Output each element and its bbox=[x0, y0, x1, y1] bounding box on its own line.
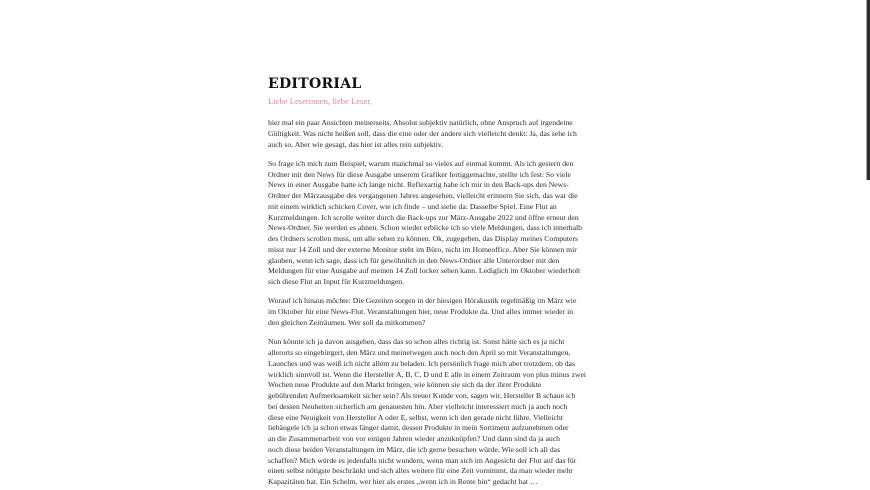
text-line: Gültigkeit. Was nicht heißen soll, dass die eine oder der andere sich vielleicht denkt: Ja, das sehe ich bbox=[268, 128, 577, 138]
text-line: wirklich sinnvoll ist. Wenn die Hersteller A, B, C, D und E alle in einem Zeitraum von plus minus zwei bbox=[268, 369, 587, 379]
text-line: im Oktober für eine News-Flut. Veranstaltungen hier, neue Produkte da. Und alles immer wieder in bbox=[268, 307, 574, 317]
text-line: auch so. Aber wie gesagt, das hier ist alles rein subjektiv. bbox=[268, 139, 444, 149]
text-line: Meldungen für eine Ausgabe auf meinen 14 Zoll locker sehen kann. Lediglich im Oktober wiederholt bbox=[268, 266, 581, 276]
text-line: schaffen? Mich würde es jedenfalls nicht wundern, wenn man sich im Angesicht der Flut auf das für bbox=[268, 455, 577, 465]
text-line: News in einer Ausgabe hatte ich lange nicht. Reflexartig habe ich mir in den Back-ups den News- bbox=[268, 180, 569, 190]
text-line: Ordner der Märzausgabe des vergangenen Jahres angesehen, vielleicht erinnern Sie sich, das war die bbox=[268, 191, 578, 201]
text-line: misst nur 14 Zoll und der externe Monitor steht im Büro, nicht im Homeoffice. Aber Sie können mir bbox=[268, 244, 577, 254]
text-line: Ordner mit den News für diese Ausgabe unserem Grafiker fertiggemachte, stellte ich fest: So viele bbox=[268, 169, 571, 179]
article-body bbox=[268, 118, 608, 488]
text-line: Kapazitäten hat. Ein Schelm, wer hier als erstes „wenn ich in Rente bin“ gedacht hat … bbox=[268, 477, 538, 487]
greeting: Liebe Leserinnen, liebe Leser, bbox=[268, 96, 372, 106]
scrollbar-thumb[interactable] bbox=[866, 0, 870, 180]
text-line: Launches und was weiß ich nicht allem zu beladen. Ich persönlich frage mich aber trotzdem, ob das bbox=[268, 358, 575, 368]
text-line: an die Zusammenarbeit von vor einigen Jahren wieder anzuknüpfen? Und dann sind da ja auch bbox=[268, 434, 561, 444]
text-line: Wochen neue Produkte auf den Markt bringen, wie können sie sich da der ihrer Produkte bbox=[268, 380, 542, 390]
text-line: noch diese beiden Veranstaltungen im März, die ich gerne besuchen würde. Wie soll ich all das bbox=[268, 444, 561, 454]
text-line: sich diese Flut an Input für Kurzmeldungen. bbox=[268, 277, 404, 287]
text-line: glauben, wenn ich sage, dass ich für gewöhnlich in den News-Ordner alle Unterordner mit den bbox=[268, 255, 560, 265]
text-line: hier mal ein paar Ansichten meinerseits. Absolut subjektiv natürlich, ohne Anspruch auf irgendeine bbox=[268, 118, 573, 127]
paragraph bbox=[268, 159, 608, 288]
text-line: des Ordners scrollen muss, um alle sehen zu können. Ok, zugegeben, das Display meines Computers bbox=[268, 234, 578, 244]
text-line: News-Ordner. Sie werden es ahnen. Schon wieder erblicke ich so viele Meldungen, dass ich innerhalb bbox=[268, 223, 583, 233]
text-line: bei dessen Neuheiten sicherlich am genauesten hin. Aber vielleicht interessiert mich ja auch noch bbox=[268, 401, 568, 411]
paragraph bbox=[268, 118, 608, 150]
paragraph bbox=[268, 296, 608, 328]
text-line: Worauf ich hinaus möchte: Die Gezeiten sorgen in der hiesigen Hörakustik regelmäßig im März wie bbox=[268, 296, 577, 306]
text-line: So frage ich mich zum Beispiel, warum manchmal so vieles auf einmal kommt. Als ich gestern den bbox=[268, 158, 574, 168]
text-line: einen selbst nötigste beschränkt und sich alles weitere für eine Zeit vornimmt, da man wieder mehr bbox=[268, 466, 573, 476]
text-line: diese eine Neuigkeit von Hersteller A oder E, selbst, wenn ich den gerade nicht führe. Vielleicht bbox=[268, 412, 563, 422]
text-line: Nun könnte ich ja davon ausgehen, dass das so schon alles richtig ist. Sonst hätte sich es ja nicht bbox=[268, 337, 565, 347]
text-line: allerorts so eingebürgert, den März und meinetwegen auch noch den April so mit Veranstaltungen, bbox=[268, 348, 571, 358]
editorial-article bbox=[268, 76, 608, 488]
page-title: EDITORIAL bbox=[268, 76, 362, 92]
paragraph bbox=[268, 337, 608, 488]
text-line: liebäugele ich ja schon etwas länger damit, dessen Produkte in mein Sortiment aufzunehmen oder bbox=[268, 423, 569, 433]
text-line: mit einem wirklich schicken Cover, wie ich finde – und siehe da: Dasselbe Spiel. Eine Flut an bbox=[268, 201, 557, 211]
text-line: Kurzmeldungen. Ich scrolle weiter durch die Back-ups zur März-Ausgabe 2022 und öffne erneut den bbox=[268, 212, 579, 222]
text-line: gebührenden Aufmerksamkeit sicher sein? Als treuer Kunde von, sagen wir, Hersteller B schaue ich bbox=[268, 391, 576, 401]
text-line: den gleichen Zeiträumen. Wer soll da mitkommen? bbox=[268, 317, 426, 327]
